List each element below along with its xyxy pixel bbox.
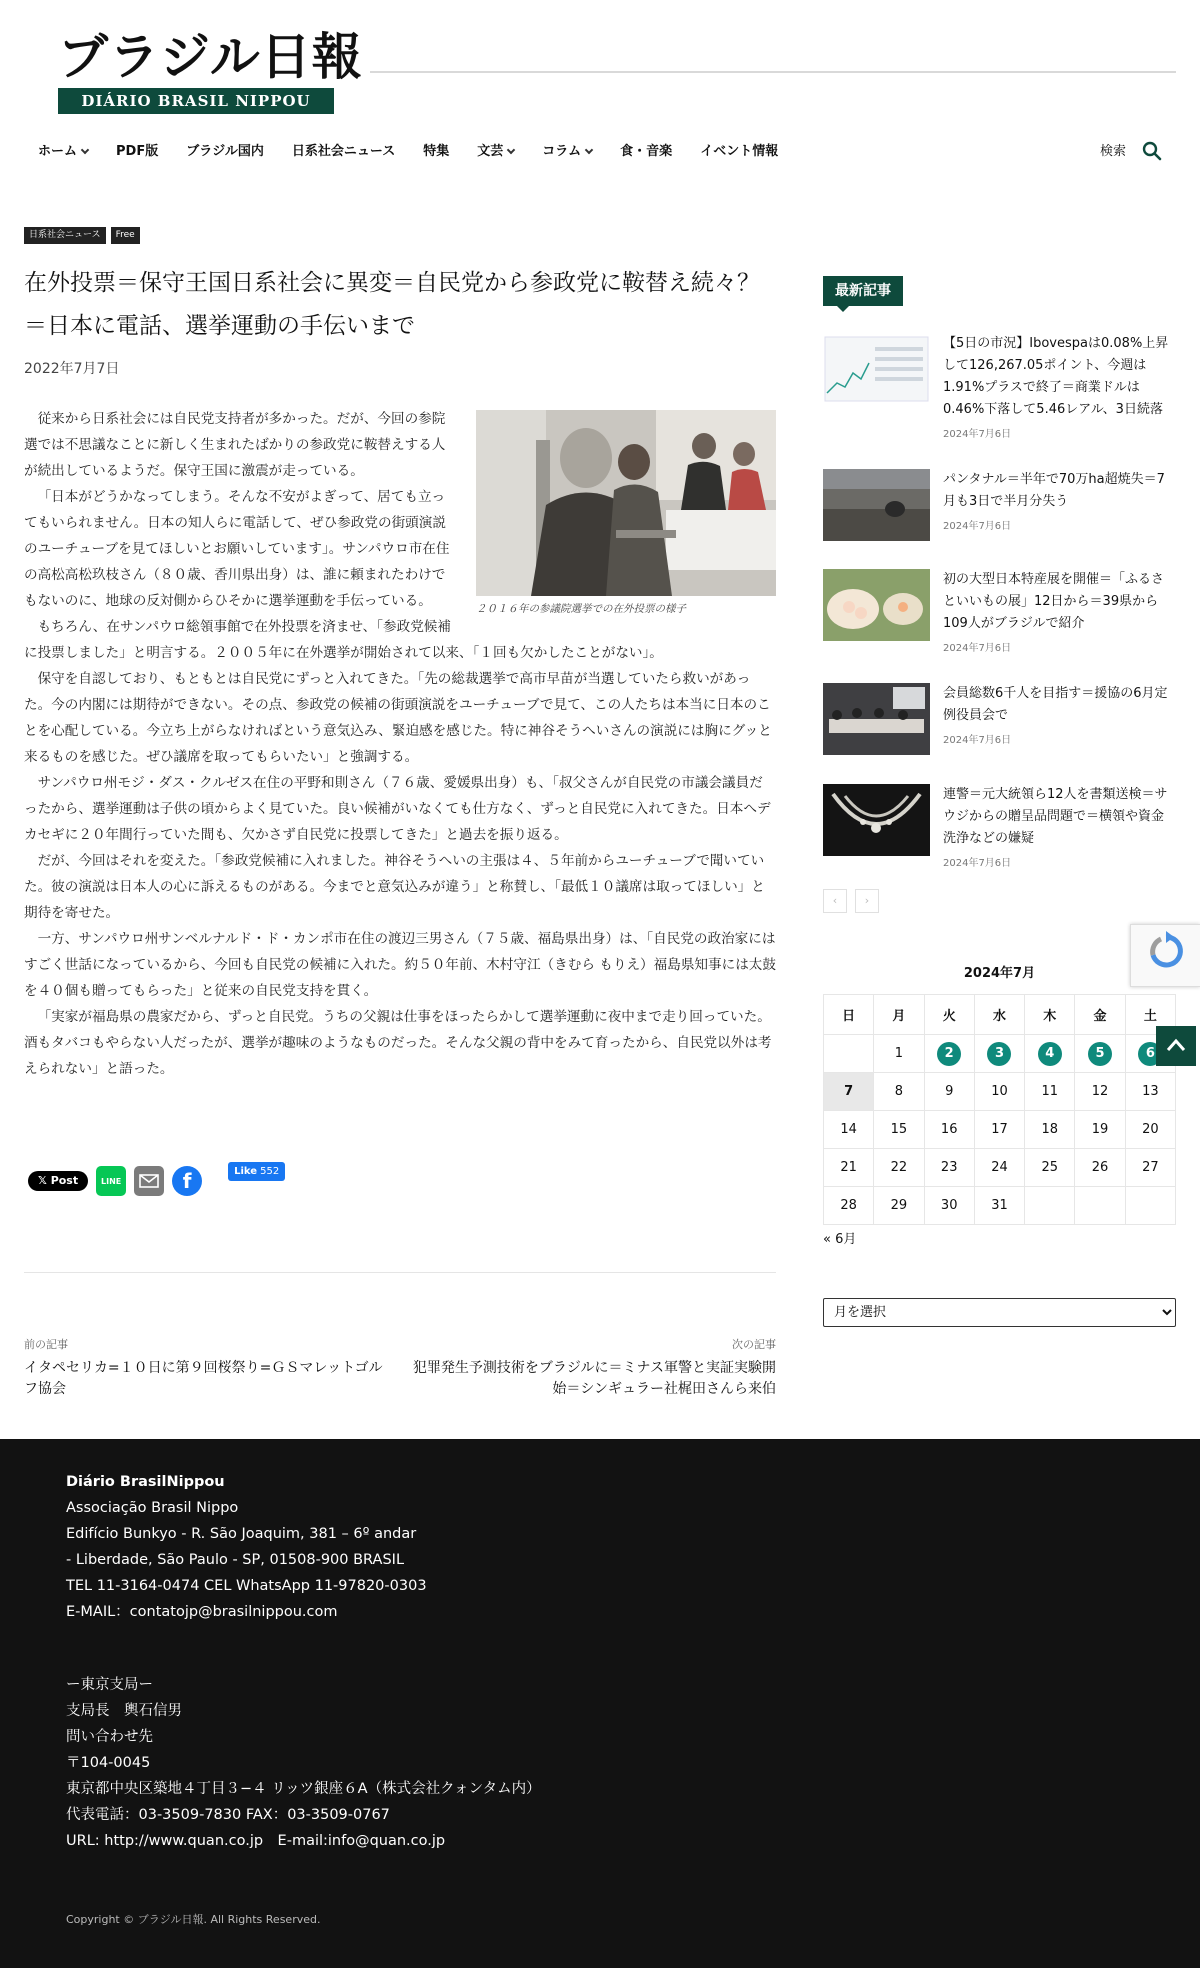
calendar-week xyxy=(824,1073,1176,1111)
calendar-day: 10 xyxy=(974,1073,1024,1111)
footer-contact xyxy=(66,1469,427,1625)
calendar-day: 12 xyxy=(1075,1073,1125,1111)
recent-post-title[interactable]: 初の大型日本特産展を開催＝「ふるさといいもの展」12日から＝39県から109人がブラジルで紹介 xyxy=(943,572,1165,631)
calendar-weekday: 金 xyxy=(1075,995,1125,1035)
prev-article[interactable] xyxy=(24,1336,384,1400)
nav-item-label: イベント情報 xyxy=(700,144,779,159)
footer-line: 代表電話：03-3509-7830 FAX：03-3509-0767 xyxy=(66,1807,390,1823)
nav-item-label: 日系社会ニュース xyxy=(291,144,396,159)
calendar-day: 13 xyxy=(1125,1073,1175,1111)
calendar-day: 29 xyxy=(874,1187,924,1225)
calendar-prev-month[interactable]: « 6月 xyxy=(823,1232,857,1247)
nav-item[interactable] xyxy=(116,140,158,164)
calendar-day: 19 xyxy=(1075,1111,1125,1149)
calendar-day: 18 xyxy=(1025,1111,1075,1149)
article-paragraph: 「日本がどうかなってしまう。そんな不安がよぎって、居ても立ってもいられません。日本の知人らに電話して、ぜひ参政党の街頭演説のユーチューブを見てほしいとお願いしています」。サンパウロ市在住の高松高松玖枝さん（８０歳、香川県出身）は、誰に頼まれたわけでもないのに、地球の反対側からひそかに選挙運動を手伝っている。 xyxy=(24,489,450,609)
nav-item[interactable] xyxy=(38,140,88,164)
calendar-day: 22 xyxy=(874,1149,924,1187)
calendar-day: 21 xyxy=(824,1149,874,1187)
back-to-top-button[interactable] xyxy=(1156,1026,1196,1066)
calendar-day-link[interactable] xyxy=(924,1035,974,1073)
calendar-day-link[interactable] xyxy=(974,1035,1024,1073)
site-footer xyxy=(0,1439,1200,1968)
recent-post[interactable] xyxy=(823,683,1176,755)
logo-japanese-text: ブラジル日報 xyxy=(58,27,363,86)
recent-post[interactable] xyxy=(823,469,1176,541)
chevron-up-icon xyxy=(1156,1026,1196,1066)
article-body xyxy=(24,406,776,1082)
footer-line: 〒104-0045 xyxy=(66,1755,151,1771)
share-bar xyxy=(28,1166,285,1196)
footer-line: 問い合わせ先 xyxy=(66,1729,153,1745)
main-nav xyxy=(38,140,806,164)
article-paragraph: 保守を自認しており、もともとは自民党にずっと入れてきた。「先の総裁選挙で高市早苗が当選していたら救いがあった。今の内閣には期待ができない。その点、参政党の候補の街頭演説をユーチューブで見て、この人たちは本当に日本のことを心配している。今立ち上がらなければという意気込み、緊迫感を感じた。特に神谷そうへいさんの演説には胸にグッと来るものを感じた。ぜひ議席を取ってもらいたい」と強調する。 xyxy=(24,671,772,765)
calendar-day: 24 xyxy=(974,1149,1024,1187)
month-archive-select[interactable] xyxy=(823,1298,1176,1327)
nav-item[interactable] xyxy=(186,140,264,164)
calendar-day-number: 3 xyxy=(987,1042,1011,1066)
calendar-empty-cell xyxy=(1125,1187,1175,1225)
calendar-day: 30 xyxy=(924,1187,974,1225)
category-tag[interactable]: Free xyxy=(111,227,140,244)
facebook-share-icon[interactable]: f xyxy=(172,1166,202,1196)
chevron-down-icon xyxy=(585,146,593,154)
calendar-empty-cell xyxy=(1025,1187,1075,1225)
recent-post-title[interactable]: 会員総数6千人を目指す＝援協の6月定例役員会で xyxy=(943,686,1168,723)
nav-item[interactable] xyxy=(700,140,778,164)
recent-post-title[interactable]: 連警＝元大統領ら12人を書類送検＝サウジからの贈呈品問題で＝横領や資金洗浄などの嫌疑 xyxy=(943,787,1168,846)
recent-post-thumbnail[interactable] xyxy=(823,569,930,641)
footer-tokyo-branch xyxy=(66,1672,541,1854)
nav-item-label: ブラジル国内 xyxy=(186,144,264,159)
fb-like-label: Like xyxy=(234,1166,258,1177)
site-logo[interactable] xyxy=(58,27,363,120)
recent-post-thumbnail[interactable] xyxy=(823,333,930,405)
calendar-day: 15 xyxy=(874,1111,924,1149)
recent-posts-heading: 最新記事 xyxy=(823,276,903,306)
nav-item-label: コラム xyxy=(542,144,582,159)
facebook-like-button[interactable] xyxy=(228,1162,285,1181)
header-divider xyxy=(370,71,1176,73)
calendar-week xyxy=(824,1149,1176,1187)
calendar-day-link[interactable] xyxy=(1075,1035,1125,1073)
calendar-day: 28 xyxy=(824,1187,874,1225)
article-paragraph: 従来から日系社会には自民党支持者が多かった。だが、今回の参院選では不思議なことに新しく生まれたばかりの参政党に鞍替えする人が続出しているようだ。保守王国に激震が走っている。 xyxy=(24,411,446,479)
prev-article-title[interactable]: イタペセリカ=１０日に第９回桜祭り=ＧＳマレットゴルフ協会 xyxy=(24,1360,383,1397)
article-figure xyxy=(476,410,776,617)
calendar-day: 25 xyxy=(1025,1149,1075,1187)
calendar-weekday: 水 xyxy=(974,995,1024,1035)
recent-post-date: 2024年7月6日 xyxy=(943,643,1012,654)
voting-photo xyxy=(476,410,776,596)
recent-post-thumbnail[interactable] xyxy=(823,683,930,755)
nav-item-label: PDF版 xyxy=(116,144,159,159)
recent-posts-pager xyxy=(823,889,879,913)
calendar-week xyxy=(824,1187,1176,1225)
line-share-icon[interactable]: LINE xyxy=(96,1166,126,1196)
article-divider xyxy=(24,1272,776,1273)
calendar-weekday: 土 xyxy=(1125,995,1175,1035)
nav-item-label: 特集 xyxy=(423,144,450,159)
recent-post-date: 2024年7月6日 xyxy=(943,429,1012,440)
calendar xyxy=(823,994,1176,1225)
footer-line: 支局長 輿石信男 xyxy=(66,1703,182,1719)
calendar-day: 20 xyxy=(1125,1111,1175,1149)
calendar-weekday: 火 xyxy=(924,995,974,1035)
calendar-day: 14 xyxy=(824,1111,874,1149)
calendar-header-row xyxy=(824,995,1176,1035)
nav-item[interactable] xyxy=(620,140,672,164)
calendar-day: 31 xyxy=(974,1187,1024,1225)
recaptcha-badge[interactable] xyxy=(1130,924,1200,987)
recent-post[interactable] xyxy=(823,333,1176,440)
recent-post-thumbnail[interactable] xyxy=(823,469,930,541)
prev-label: 前の記事 xyxy=(24,1338,68,1351)
footer-line[interactable]: URL: http://www.quan.co.jp E-mail:info@quan.co.jp xyxy=(66,1833,446,1849)
next-article[interactable] xyxy=(410,1336,776,1400)
article-paragraph: もちろん、在サンパウロ総領事館で在外投票を済ませ、「参政党候補に投票しました」と明言する。２００５年に在外選挙が開始されて以来、「１回も欠かしたことがない」。 xyxy=(24,619,663,661)
footer-company-name: Diário BrasilNippou xyxy=(66,1474,225,1490)
calendar-day-link[interactable] xyxy=(1025,1035,1075,1073)
calendar-day-number: 5 xyxy=(1088,1042,1112,1066)
recent-post-date: 2024年7月6日 xyxy=(943,735,1012,746)
nav-item[interactable] xyxy=(542,140,592,164)
article-paragraph: サンパウロ州モジ・ダス・クルゼス在住の平野和則さん（７６歳、愛媛県出身）も、「叔父さんが自民党の市議会議員だったから、選挙運動は子供の頃からよく見ていた。良い候補がいなくても仕方なく、ずっと自民党に入れてきた。日本へデカセギに２０年間行っていた間も、欠かさず自民党に投票してきた」と過去を振り返る。 xyxy=(24,775,771,843)
pager-prev-button[interactable]: ‹ xyxy=(823,889,847,913)
logo-english-text: DIÁRIO BRASIL NIPPOU xyxy=(58,88,334,114)
article-date: 2022年7月7日 xyxy=(24,361,120,377)
recent-post-info xyxy=(943,333,1176,440)
nav-item-label: 文芸 xyxy=(477,144,504,159)
footer-line: Associação Brasil Nippo xyxy=(66,1500,239,1516)
nav-item[interactable] xyxy=(292,140,395,164)
calendar-week xyxy=(824,1111,1176,1149)
search-icon[interactable] xyxy=(1141,140,1163,164)
pager-next-button[interactable]: › xyxy=(855,889,879,913)
calendar-day: 17 xyxy=(974,1111,1024,1149)
calendar-day: 11 xyxy=(1025,1073,1075,1111)
footer-line: ー東京支局ー xyxy=(66,1677,153,1693)
recent-post-title[interactable]: パンタナル＝半年で70万ha超焼失＝7月も3日で半月分失う xyxy=(943,472,1165,509)
article-title: 在外投票＝保守王国日系社会に異変＝自民党から参政党に鞍替え続々？＝日本に電話、選挙運動の手伝いまで xyxy=(24,270,760,339)
calendar-day: 16 xyxy=(924,1111,974,1149)
recent-post[interactable] xyxy=(823,784,1176,869)
calendar-day: 27 xyxy=(1125,1149,1175,1187)
nav-item-label: 食・音楽 xyxy=(620,144,673,159)
calendar-today: 7 xyxy=(824,1073,874,1111)
recent-post[interactable] xyxy=(823,569,1176,654)
calendar-title: 2024年7月 xyxy=(963,966,1036,981)
copyright: Copyright © ブラジル日報. All Rights Reserved. xyxy=(66,1913,321,1926)
x-post-button[interactable]: 𝕏 Post xyxy=(28,1171,88,1191)
nav-item[interactable] xyxy=(477,140,514,164)
article-categories xyxy=(24,227,140,244)
email-share-icon[interactable] xyxy=(134,1166,164,1196)
calendar-empty-cell xyxy=(1075,1187,1125,1225)
footer-line[interactable]: E-MAIL：contatojp@brasilnippou.com xyxy=(66,1604,338,1620)
next-article-title[interactable]: 犯罪発生予測技術をブラジルに＝ミナス軍警と実証実験開始＝シンギュラー社梶田さんら来伯 xyxy=(412,1360,776,1397)
calendar-weekday: 木 xyxy=(1025,995,1075,1035)
recent-post-info xyxy=(943,784,1176,869)
article-paragraph: 一方、サンパウロ州サンベルナルド・ド・カンポ市在住の渡辺三男さん（７５歳、福島県出身）は、「自民党の政治家にはすごく世話になっているから、今回も自民党の候補に入れた。約５０年前、木村守江（きむら もりえ）福島県知事には太鼓を４０個も贈ってもらった」と従来の自民党支持を貫く。 xyxy=(24,931,776,999)
calendar-day: 1 xyxy=(874,1035,924,1073)
chevron-down-icon xyxy=(507,146,515,154)
recent-post-info xyxy=(943,469,1176,541)
recent-post-thumbnail[interactable] xyxy=(823,784,930,856)
nav-item-label: ホーム xyxy=(38,144,78,159)
calendar-day-number: 2 xyxy=(937,1042,961,1066)
calendar-weekday: 月 xyxy=(874,995,924,1035)
image-caption: ２０１６年の参議院選挙での在外投票の様子 xyxy=(476,603,686,615)
calendar-day: 26 xyxy=(1075,1149,1125,1187)
calendar-day-number: 6 xyxy=(1138,1042,1162,1066)
footer-line: - Liberdade, São Paulo - SP, 01508-900 BRASIL xyxy=(66,1552,405,1568)
calendar-week xyxy=(824,1035,1176,1073)
recent-post-date: 2024年7月6日 xyxy=(943,858,1012,869)
calendar-day: 23 xyxy=(924,1149,974,1187)
search-label[interactable]: 検索 xyxy=(1100,144,1127,159)
category-tag[interactable]: 日系社会ニュース xyxy=(24,227,106,244)
recent-post-date: 2024年7月6日 xyxy=(943,521,1012,532)
recent-post-info xyxy=(943,569,1176,654)
fb-like-count: 552 xyxy=(260,1166,280,1177)
calendar-day: 8 xyxy=(874,1073,924,1111)
next-label: 次の記事 xyxy=(732,1338,776,1351)
article-paragraph: だが、今回はそれを変えた。「参政党候補に入れました。神谷そうへいの主張は４、５年前からユーチューブで聞いていた。彼の演説は日本人の心に訴えるものがある。今までと意気込みが違う」と称賛し、「最低１０議席は取ってほしい」と期待を寄せた。 xyxy=(24,853,765,921)
calendar-empty-cell xyxy=(824,1035,874,1073)
chevron-down-icon xyxy=(81,146,89,154)
recent-post-title[interactable]: 【5日の市況】Ibovespaは0.08%上昇して126,267.05ポイント、今週は1.91%プラスで終了＝商業ドルは0.46%下落して5.46レアル、3日続落 xyxy=(943,336,1169,417)
footer-line: TEL 11-3164-0474 CEL WhatsApp 11-97820-0303 xyxy=(66,1578,427,1594)
calendar-day: 9 xyxy=(924,1073,974,1111)
calendar-weekday: 日 xyxy=(824,995,874,1035)
footer-line: Edifício Bunkyo - R. São Joaquim, 381 – 6º andar xyxy=(66,1526,417,1542)
article-paragraph: 「実家が福島県の農家だから、ずっと自民党。うちの父親は仕事をほったらかして選挙運動に夜中まで走り回っていた。酒もタバコもやらない人だったが、選挙が趣味のようなものだった。そんな父親の背中をみて育ったから、自民党以外は考えられない」と語った。 xyxy=(24,1009,772,1077)
calendar-day-number: 4 xyxy=(1038,1042,1062,1066)
nav-item[interactable] xyxy=(423,140,449,164)
recent-post-info xyxy=(943,683,1176,755)
footer-line: 東京都中央区築地４丁目３−４ リッツ銀座６A（株式会社クォンタム内） xyxy=(66,1781,541,1797)
